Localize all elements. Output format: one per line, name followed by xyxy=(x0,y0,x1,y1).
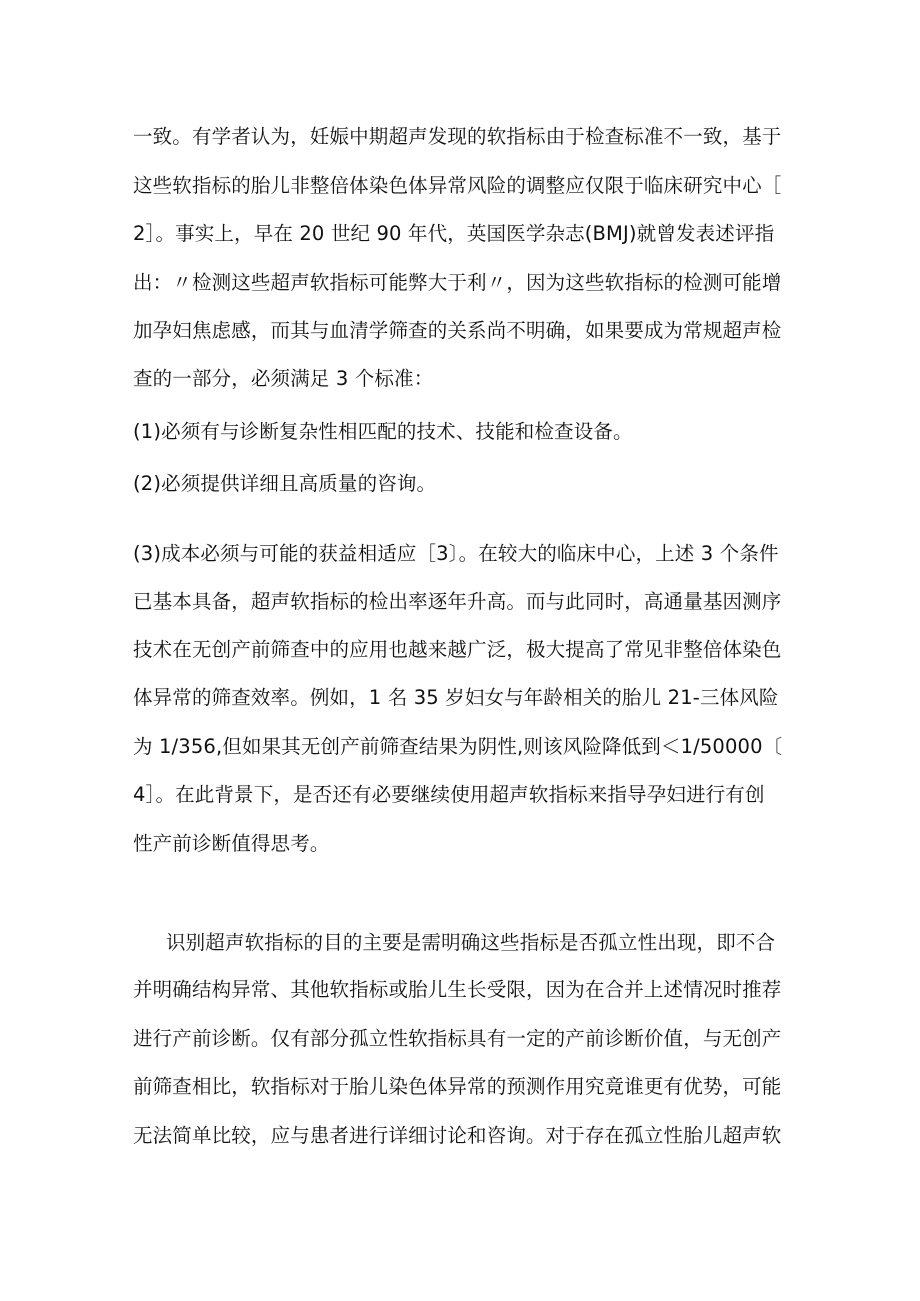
text-line: 2］。事实上，早在 20 世纪 90 年代，英国医学杂志(BMJ)就曾发表述评指 xyxy=(133,222,775,245)
text-line: (3)成本必须与可能的获益相适应［3〕。在较大的临床中心，上述 3 个条件 xyxy=(133,542,779,565)
text-line: 一致。有学者认为，妊娠中期超声发现的软指标由于检查标准不一致，基于 xyxy=(133,125,782,148)
criterion-1: (1)必须有与诊断复杂性相匹配的技术、技能和检查设备。 xyxy=(133,420,633,443)
text-line: 并明确结构异常、其他软指标或胎儿生长受限，因为在合并上述情况时推荐 xyxy=(133,978,782,1001)
text-line: 为 1/356,但如果其无创产前筛查结果为阴性,则该风险降低到＜1/50000〔 xyxy=(133,735,783,758)
text-line: 查的一部分，必须满足 3 个标准： xyxy=(133,367,434,390)
text-line: 识别超声软指标的目的主要是需明确这些指标是否孤立性出现，即不合 xyxy=(166,931,776,954)
text-line: 前筛查相比，软指标对于胎儿染色体异常的预测作用究竟谁更有优势，可能 xyxy=(133,1075,782,1098)
text-line: 已基本具备，超声软指标的检出率逐年升高。而与此同时，高通量基因测序 xyxy=(133,590,782,613)
text-line: 技术在无创产前筛查中的应用也越来越广泛，极大提高了常见非整倍体染色 xyxy=(133,638,782,661)
text-line: 加孕妇焦虑感，而其与血清学筛查的关系尚不明确，如果要成为常规超声检 xyxy=(133,319,782,342)
text-line: 出：〃检测这些超声软指标可能弊大于利〃，因为这些软指标的检测可能增 xyxy=(133,271,782,294)
text-line: 进行产前诊断。仅有部分孤立性软指标具有一定的产前诊断价值，与无创产 xyxy=(133,1027,782,1050)
text-line: 性产前诊断值得思考。 xyxy=(133,832,330,855)
text-line: 4］。在此背景下，是否还有必要继续使用超声软指标来指导孕妇进行有创 xyxy=(133,783,765,806)
text-line: 这些软指标的胎儿非整倍体染色体异常风险的调整应仅限于临床研究中心［ xyxy=(133,174,782,197)
criterion-2: (2)必须提供详细且高质量的咨询。 xyxy=(133,472,437,495)
text-line: 体异常的筛查效率。例如，1 名 35 岁妇女与年龄相关的胎儿 21-三体风险 xyxy=(133,686,779,709)
text-line: 无法简单比较，应与患者进行详细讨论和咨询。对于存在孤立性胎儿超声软 xyxy=(133,1124,782,1147)
